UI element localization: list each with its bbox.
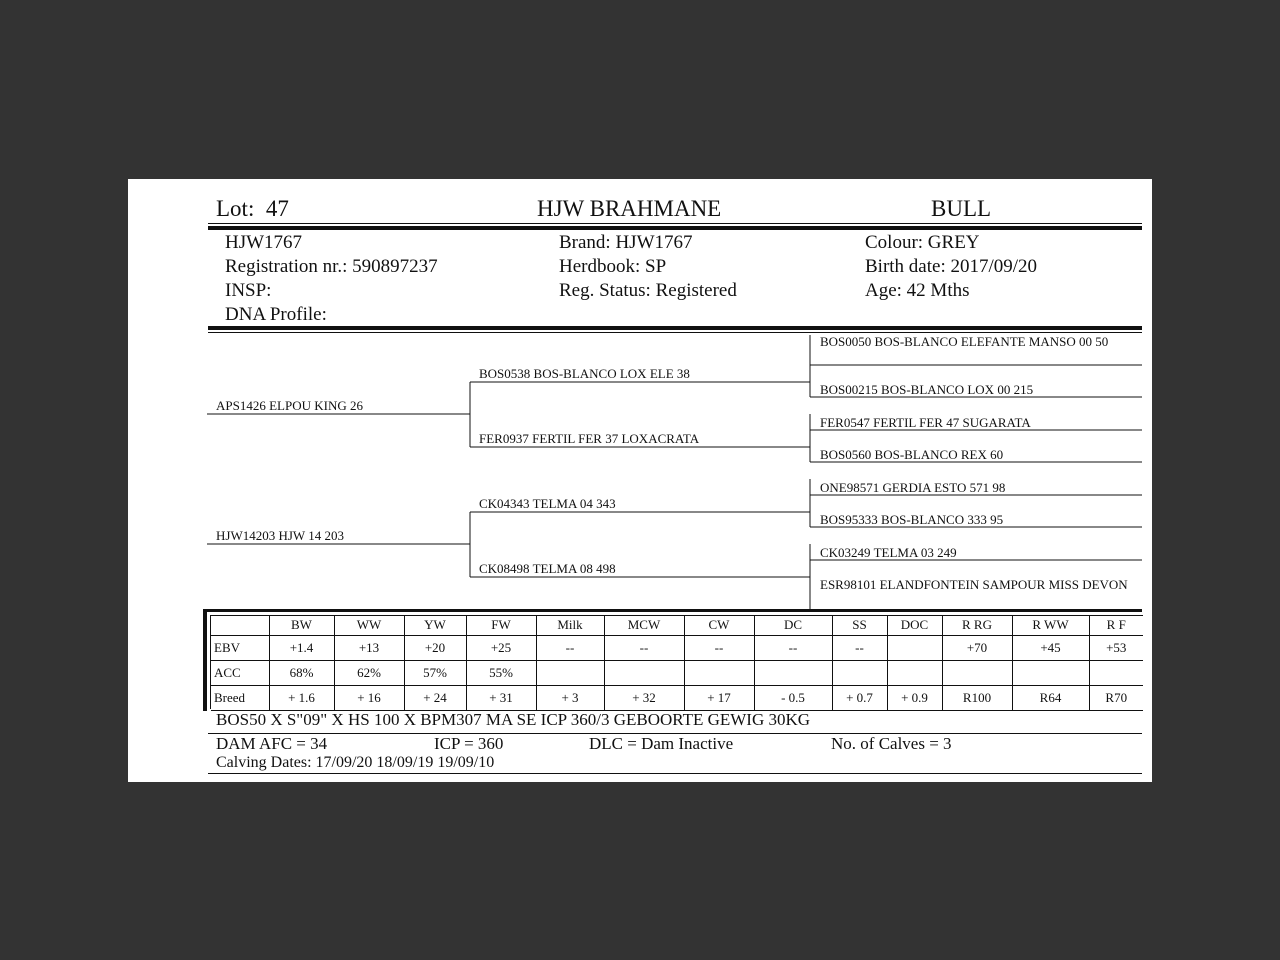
ebv-row-label: ACC	[211, 661, 269, 686]
ebv-cell: 68%	[269, 661, 334, 686]
ebv-cell: + 0.9	[887, 686, 942, 711]
calves-count: No. of Calves = 3	[831, 734, 952, 753]
ebv-header-cell: SS	[832, 615, 887, 636]
ebv-cell	[684, 661, 754, 686]
ebv-header-cell: WW	[334, 615, 404, 636]
ebv-header-cell: CW	[684, 615, 754, 636]
ebv-cell: 62%	[334, 661, 404, 686]
pedigree-sire-dam: FER0937 FERTIL FER 37 LOXACRATA	[479, 431, 700, 446]
ebv-cell: R100	[942, 686, 1012, 711]
pedigree-gen3-5: ONE98571 GERDIA ESTO 571 98	[820, 480, 1006, 495]
ebv-row-acc	[211, 661, 1143, 686]
ebv-header-cell: R WW	[1012, 615, 1089, 636]
icp-value: ICP = 360	[434, 734, 504, 753]
ebv-cell: + 1.6	[269, 686, 334, 711]
ebv-cell: + 31	[466, 686, 536, 711]
animal-title: HJW BRAHMANE	[537, 196, 722, 221]
ebv-cell	[832, 661, 887, 686]
animal-sex: BULL	[931, 196, 992, 221]
dna-profile-field: DNA Profile:	[225, 304, 327, 325]
lot-label-text: Lot:	[216, 196, 255, 221]
calving-dates: Calving Dates: 17/09/20 18/09/19 19/09/10	[216, 754, 495, 771]
colour-field: Colour: GREY	[865, 232, 980, 253]
ebv-cell: R64	[1012, 686, 1089, 711]
ebv-header-row	[211, 615, 1143, 636]
ebv-cell: + 3	[536, 686, 604, 711]
ebv-cell: +45	[1012, 636, 1089, 661]
ebv-cell: 55%	[466, 661, 536, 686]
ebv-header-cell: R F	[1089, 615, 1143, 636]
ebv-header-cell: DOC	[887, 615, 942, 636]
ebv-cell: - 0.5	[754, 686, 832, 711]
ebv-cell	[942, 661, 1012, 686]
ebv-header-cell: YW	[404, 615, 466, 636]
ebv-cell	[536, 661, 604, 686]
pedigree-dam: HJW14203 HJW 14 203	[216, 528, 344, 543]
ebv-cell: --	[604, 636, 684, 661]
ebv-row-label: EBV	[211, 636, 269, 661]
ebv-cell	[1012, 661, 1089, 686]
footer-rule	[208, 773, 1142, 774]
ebv-header-cell: R RG	[942, 615, 1012, 636]
lot-card	[128, 179, 1152, 782]
ebv-header-cell: DC	[754, 615, 832, 636]
ebv-header-cell: Milk	[536, 615, 604, 636]
brand-field: Brand: HJW1767	[559, 232, 693, 253]
ebv-header-cell: MCW	[604, 615, 684, 636]
ebv-table	[211, 615, 1143, 711]
ebv-cell: + 16	[334, 686, 404, 711]
ebv-cell: --	[754, 636, 832, 661]
ebv-cell: --	[684, 636, 754, 661]
ebv-row-label: Breed	[211, 686, 269, 711]
pedigree-sire: APS1426 ELPOU KING 26	[216, 398, 363, 413]
birth-date-field: Birth date: 2017/09/20	[865, 256, 1038, 277]
ebv-cell: +20	[404, 636, 466, 661]
ebv-left-thick-border	[203, 609, 207, 711]
pedigree-gen3-4: BOS0560 BOS-BLANCO REX 60	[820, 447, 1004, 462]
ebv-cell: + 17	[684, 686, 754, 711]
pedigree-gen3-7: CK03249 TELMA 03 249	[820, 545, 957, 560]
ebv-row-ebv	[211, 636, 1143, 661]
ebv-cell: R70	[1089, 686, 1143, 711]
ebv-rule-top-thick	[203, 609, 1142, 612]
registration-number: Registration nr.: 590897237	[225, 256, 438, 277]
pedigree-gen3-3: FER0547 FERTIL FER 47 SUGARATA	[820, 415, 1031, 430]
ebv-header-cell	[211, 615, 269, 636]
dlc-value: DLC = Dam Inactive	[589, 734, 734, 753]
ebv-row-breed	[211, 686, 1143, 711]
age-field: Age: 42 Mths	[865, 280, 970, 301]
animal-id: HJW1767	[225, 232, 303, 253]
ebv-cell: +53	[1089, 636, 1143, 661]
ebv-cell: + 0.7	[832, 686, 887, 711]
ebv-cell: + 24	[404, 686, 466, 711]
pedigree-gen3-8: ESR98101 ELANDFONTEIN SAMPOUR MISS DEVON	[820, 577, 1128, 592]
pedigree-dam-dam: CK08498 TELMA 08 498	[479, 561, 616, 576]
ebv-header-cell: FW	[466, 615, 536, 636]
pedigree-gen3-2: BOS00215 BOS-BLANCO LOX 00 215	[820, 382, 1034, 397]
ebv-cell: + 32	[604, 686, 684, 711]
ebv-cell	[887, 636, 942, 661]
ebv-cell: +25	[466, 636, 536, 661]
herdbook-field: Herdbook: SP	[559, 256, 667, 277]
insp-field: INSP:	[225, 280, 272, 301]
ebv-cell: +70	[942, 636, 1012, 661]
ebv-cell	[604, 661, 684, 686]
ebv-cell	[887, 661, 942, 686]
dam-afc: DAM AFC = 34	[216, 734, 328, 753]
breeding-comment: BOS50 X S"09" X HS 100 X BPM307 MA SE ICP 360/3 GEBOORTE GEWIG 30KG	[216, 710, 811, 729]
ebv-cell	[1089, 661, 1143, 686]
pedigree-gen3-6: BOS95333 BOS-BLANCO 333 95	[820, 512, 1004, 527]
ebv-cell	[754, 661, 832, 686]
ebv-header-cell: BW	[269, 615, 334, 636]
ebv-cell: +13	[334, 636, 404, 661]
reg-status-field: Reg. Status: Registered	[559, 280, 737, 301]
pedigree-gen3-1: BOS0050 BOS-BLANCO ELEFANTE MANSO 00 50	[820, 334, 1109, 349]
pedigree-dam-sire: CK04343 TELMA 04 343	[479, 496, 616, 511]
ebv-cell: --	[832, 636, 887, 661]
ebv-cell: 57%	[404, 661, 466, 686]
ebv-cell: +1.4	[269, 636, 334, 661]
pedigree-sire-sire: BOS0538 BOS-BLANCO LOX ELE 38	[479, 366, 690, 381]
ebv-cell: --	[536, 636, 604, 661]
lot-number: 47	[265, 196, 289, 221]
